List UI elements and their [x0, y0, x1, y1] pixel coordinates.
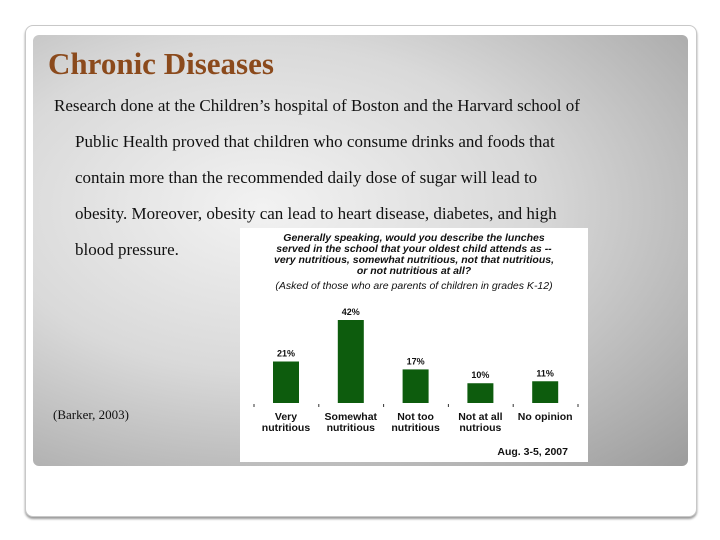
chart-title-line: or not nutritious at all?	[356, 265, 472, 277]
chart-subtitle: (Asked of those who are parents of children in grades K-12)	[275, 280, 553, 292]
paragraph-line: obesity. Moreover, obesity can lead to heart disease, diabetes, and high	[75, 204, 557, 223]
data-label: 11%	[536, 368, 554, 379]
bar-chart	[240, 228, 588, 462]
data-label: 21%	[276, 348, 296, 359]
category-label: Somewhat	[324, 411, 378, 423]
chart-svg	[240, 228, 588, 462]
paragraph-line: contain more than the recommended daily dose of sugar will lead to	[75, 168, 538, 187]
chart-title-line: served in the school that your oldest child attends as --	[276, 243, 552, 255]
citation: (Barker, 2003)	[53, 407, 130, 422]
paragraph-line: Research done at the Children’s hospital of Boston and the Harvard school of	[54, 96, 580, 115]
category-label: No opinion	[517, 411, 573, 423]
category-label: Not too	[397, 411, 434, 423]
data-label: 17%	[406, 356, 425, 367]
bar	[273, 362, 299, 404]
category-label: nutritious	[326, 422, 376, 434]
data-label: 10%	[471, 370, 490, 381]
bar	[532, 381, 558, 403]
slide-title: Chronic Diseases	[48, 46, 274, 81]
chart-title-line: very nutritious, somewhat nutritious, not that nutritious,	[273, 254, 555, 266]
bar	[467, 383, 493, 403]
paragraph-line: Public Health proved that children who consume drinks and foods that	[75, 132, 555, 151]
chart-date: Aug. 3-5, 2007	[497, 446, 568, 458]
category-label: nutrious	[459, 422, 502, 434]
bar	[338, 320, 364, 403]
data-label: 42%	[341, 307, 360, 317]
chart-title-line: Generally speaking, would you describe the lunches	[283, 232, 545, 244]
category-label: Not at all	[458, 411, 503, 423]
category-label: Very	[274, 411, 298, 423]
category-label: nutritious	[391, 422, 440, 434]
bar	[403, 369, 429, 403]
category-label: nutritious	[261, 422, 311, 434]
paragraph-line: blood pressure.	[75, 240, 179, 259]
